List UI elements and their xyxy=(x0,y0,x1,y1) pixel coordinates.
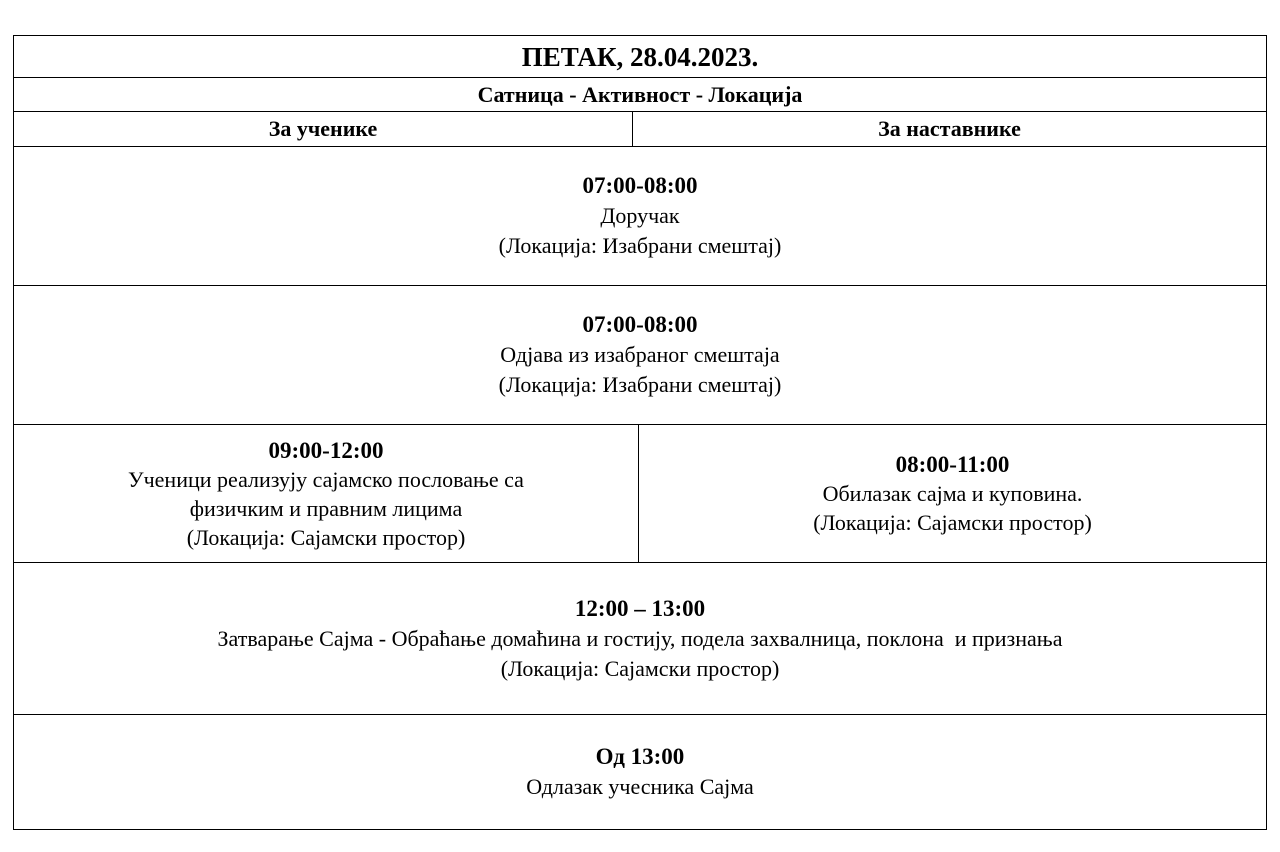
students-activity-line2: физичким и правним лицима xyxy=(189,495,463,521)
teachers-activity: Обилазак сајма и куповина. xyxy=(822,481,1083,506)
breakfast-location: (Локација: Изабрани смештај) xyxy=(498,233,782,258)
schedule-subtitle-text: Сатница - Активност - Локација xyxy=(477,82,803,107)
teachers-location: (Локација: Сајамски простор) xyxy=(813,510,1092,535)
breakfast-activity: Доручак xyxy=(600,203,680,228)
schedule-subtitle xyxy=(14,78,1266,112)
teachers-activity-cell xyxy=(639,425,1266,562)
column-header-teachers: За наставнике xyxy=(878,116,1021,141)
teachers-time: 08:00-11:00 xyxy=(895,452,1010,477)
students-activity-cell xyxy=(14,425,639,562)
checkout-activity: Одјава из изабраног смештаја xyxy=(500,342,780,367)
departure-time: Од 13:00 xyxy=(595,744,685,769)
checkout-location: (Локација: Изабрани смештај) xyxy=(498,372,782,397)
row-closing xyxy=(14,563,1266,715)
closing-location: (Локација: Сајамски простор) xyxy=(500,655,780,681)
departure-activity: Одлазак учесника Сајма xyxy=(526,774,754,799)
schedule-title xyxy=(14,36,1266,78)
students-activity-line1: Ученици реализују сајамско пословање са xyxy=(128,466,524,492)
checkout-time: 07:00-08:00 xyxy=(582,312,698,337)
closing-time: 12:00 – 13:00 xyxy=(574,595,706,621)
schedule-title-text: ПЕТАК, 28.04.2023. xyxy=(521,42,759,72)
row-departure xyxy=(14,715,1266,829)
row-breakfast xyxy=(14,147,1266,286)
closing-activity: Затварање Сајма - Обраћање домаћина и гостију, подела захвалница, поклона и признања xyxy=(217,625,1063,651)
students-time: 09:00-12:00 xyxy=(268,437,384,463)
row-split-activities xyxy=(14,425,1266,563)
breakfast-time: 07:00-08:00 xyxy=(582,173,698,198)
column-header-students: За ученике xyxy=(14,112,633,146)
schedule-table xyxy=(13,35,1267,830)
students-location: (Локација: Сајамски простор) xyxy=(186,524,466,550)
row-checkout xyxy=(14,286,1266,425)
column-headers xyxy=(14,112,1266,147)
